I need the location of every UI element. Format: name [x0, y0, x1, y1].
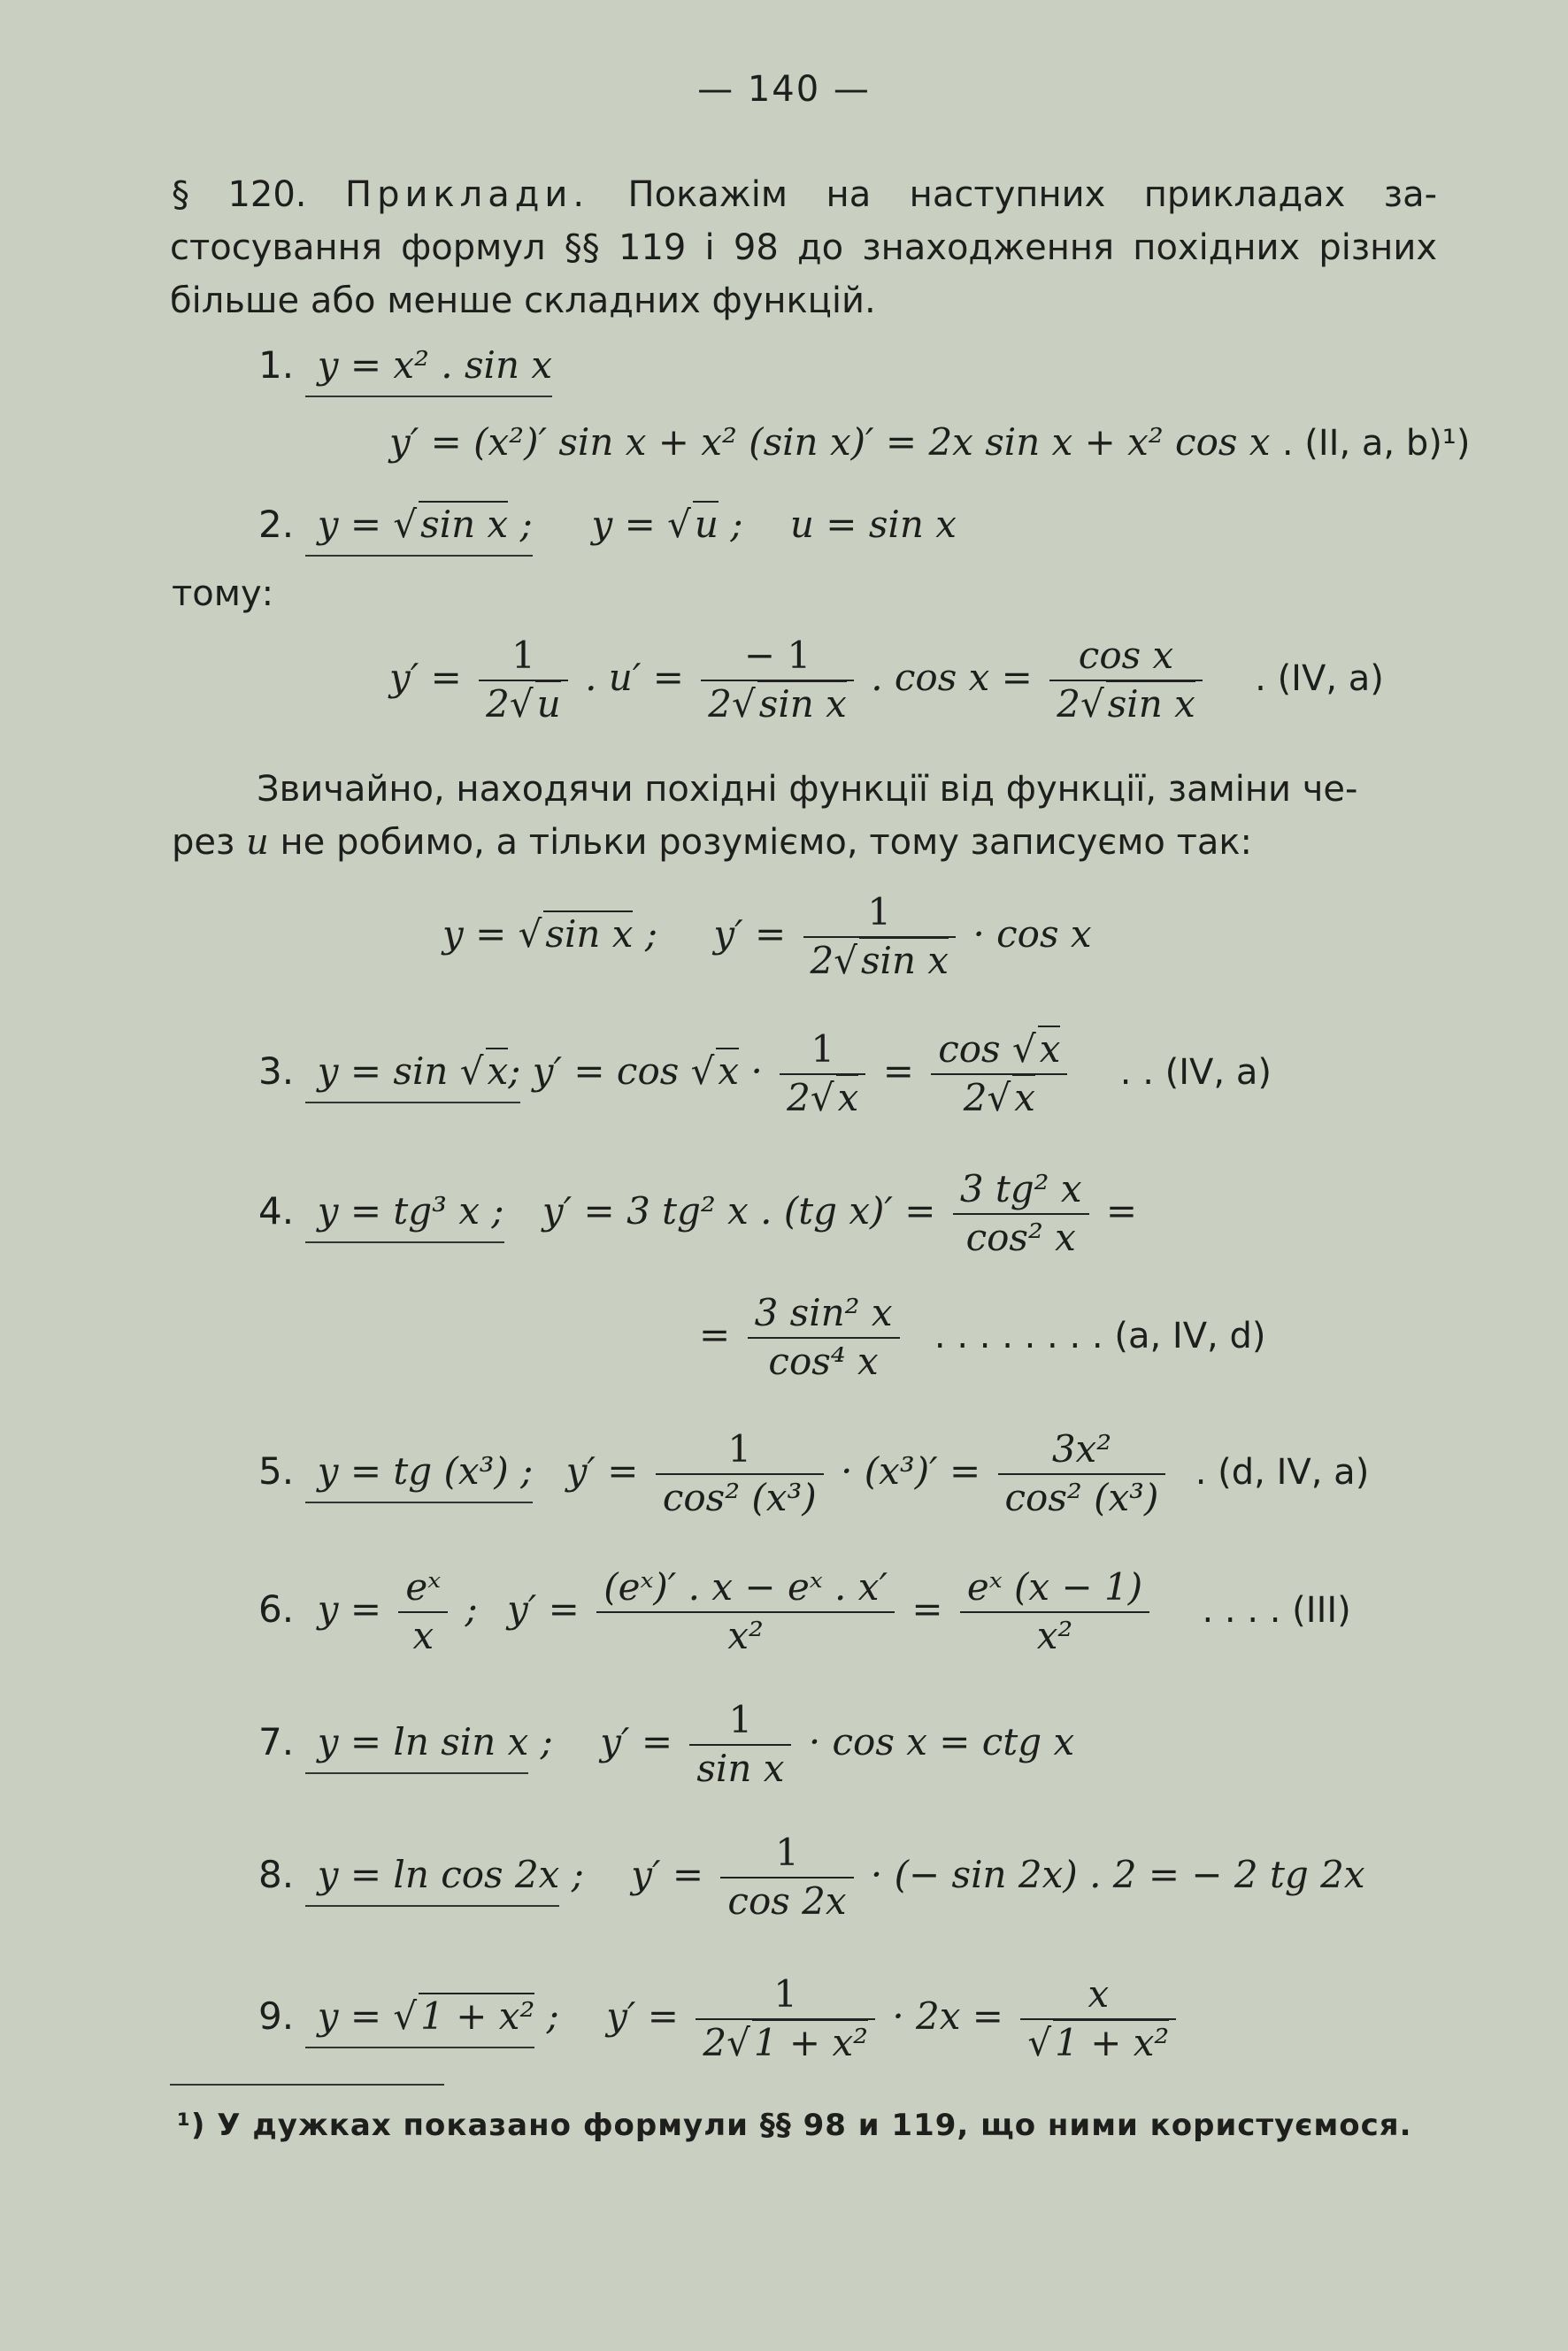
formula-reference: . (d, IV, a) — [1195, 1452, 1370, 1493]
example-number: 6. — [258, 1587, 295, 1631]
example-5: 5. y = tg (x³) ; y′ = $\frac{1}{\text{cos² (x³)}}$ · (x³)′ = $\frac{\text{3x²}}{\text{cos² (x³)}}$ . (d, IV, a) — [258, 1427, 1370, 1519]
intro-line-3: більше або менше складних функцій. — [170, 280, 876, 321]
footnote-rule — [170, 2084, 444, 2086]
example-number: 9. — [258, 1994, 295, 2038]
example-4-line-1: 4. y = tg³ x ; y′ = 3 tg² x . (tg x)′ = $\frac{\text{3 tg² x}}{\text{cos² x}}$ = — [258, 1167, 1138, 1259]
formula-reference: . . . . . . . . (a, IV, d) — [934, 1316, 1266, 1356]
therefore-label: тому: — [172, 573, 274, 614]
example-number: 3. — [258, 1049, 295, 1093]
remark-text: не робимо, а тільки розуміємо, тому записуємо так: — [268, 822, 1253, 863]
example-number: 5. — [258, 1449, 295, 1493]
footnote: ¹) У дужках показано формули §§ 98 и 119, що ними користуємося. — [177, 2108, 1412, 2143]
formula-reference: . (IV, a) — [1255, 658, 1384, 699]
example-4-line-2: = $\frac{\text{3 sin² x}}{\text{cos⁴ x}}$ . . . . . . . . (a, IV, d) — [699, 1291, 1266, 1383]
intro-line-1-rest: Покажім на наступних прикладах за- — [627, 174, 1438, 215]
remark-line-1: Звичайно, находячи похідні функції від функції, заміни че- — [257, 769, 1358, 810]
intro-line-1 — [172, 168, 1437, 221]
example-number: 4. — [258, 1189, 295, 1233]
example-8: 8. y = ln cos 2x ; y′ = $\frac{1}{\cos 2x}$ · (− sin 2x) . 2 = − 2 tg 2x — [258, 1831, 1365, 1923]
page-number: — 140 — — [697, 69, 871, 110]
example-number: 1. — [258, 343, 295, 387]
example-number: 2. — [258, 503, 295, 546]
example-1-definition: 1. y = x² . sin x — [258, 343, 552, 387]
remark-variable: u — [245, 822, 269, 863]
example-7: 7. y = ln sin x ; y′ = $\frac{1}{\text{sin x}}$ · cos x = ctg x — [258, 1698, 1075, 1790]
section-intro — [172, 168, 1437, 327]
example-6: 6. y = $\frac{\text{eˣ}}{x}$ ; y′ = $\frac{\text{(eˣ)′ . x − eˣ . x′}}{\text{x²}}$ = $\frac{\text{eˣ (x − 1)}}{\text{x²}}$ . . . . (III) — [258, 1565, 1351, 1657]
example-9: 9. y = √1 + x² ; y′ = $\frac{1}{\text{2√1 + x²}}$ · 2x = $\frac{x}{\text{√1 + x²}}$ — [258, 1971, 1181, 2066]
section-title: Приклади. — [345, 174, 590, 215]
formula-reference: . . . . (III) — [1202, 1590, 1351, 1631]
formula-reference: . (II, a, b)¹) — [1281, 423, 1471, 464]
section-number: § 120. — [172, 174, 307, 215]
remark-line-2 — [172, 816, 1437, 869]
remark-formula: y = √sin x ; y′ = $\frac{1}{\text{2√sin x}}$ · cos x — [442, 890, 1092, 982]
example-2-definition: 2. y = √sin x ; y = √u ; u = sin x — [258, 503, 957, 546]
example-1-derivative: y′ = (x²)′ sin x + x² (sin x)′ = 2x sin x + x² cos x . (II, a, b)¹) — [389, 420, 1471, 464]
example-3: 3. y = sin √x; y′ = cos √x · $\frac{1}{2√x}$ = $\frac{\cos √x}{2√x}$ . . (IV, a) — [258, 1027, 1272, 1119]
formula-reference: . . (IV, a) — [1119, 1052, 1272, 1093]
example-number: 7. — [258, 1720, 295, 1763]
intro-line-2: стосування формул §§ 119 і 98 до знаходження похідних різних — [170, 227, 1437, 268]
example-2-derivative: y′ = $\frac{1}{2√u}$ . u′ = $\frac{- 1}{\text{2√sin x}}$ . cos x = $\frac{\text{cos x}}{\text{2√sin x}}$ . (IV, a) — [389, 634, 1384, 726]
remark-text: рез — [172, 822, 246, 863]
example-number: 8. — [258, 1853, 295, 1896]
